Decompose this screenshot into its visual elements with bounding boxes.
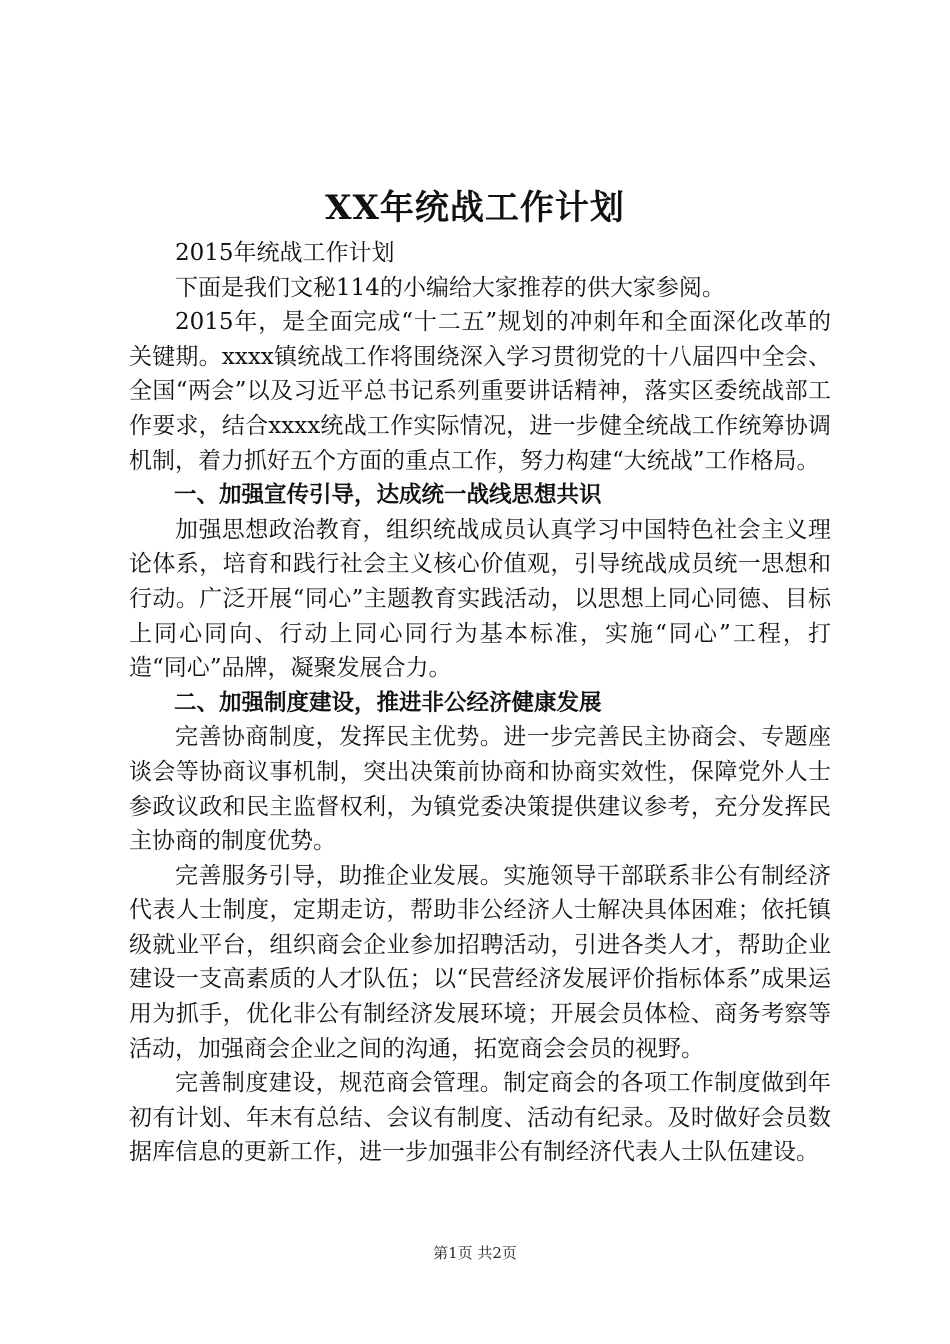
- paragraph-service: 完善服务引导，助推企业发展。实施领导干部联系非公有制经济代表人士制度，定期走访，帮助非公经济人士解决具体困难；依托镇级就业平台，组织商会企业参加招聘活动，引进各类人才，帮助企业建设一支高素质的人才队伍；以“民营经济发展评价指标体系”成果运用为抓手，优化非公有制经济发展环境；开展会员体检、商务考察等活动，加强商会企业之间的沟通，拓宽商会会员的视野。: [129, 862, 831, 1062]
- document-title: XX年统战工作计划: [325, 188, 625, 228]
- paragraph-subtitle: 2015年统战工作计划: [175, 240, 395, 266]
- page-footer: 第1页 共2页: [433, 1244, 517, 1262]
- section-heading-2: 二、加强制度建设，推进非公经济健康发展: [174, 689, 602, 716]
- document-body: [129, 236, 831, 1170]
- section-heading-1: 一、加强宣传引导，达成统一战线思想共识: [174, 482, 602, 509]
- paragraph-management: 完善制度建设，规范商会管理。制定商会的各项工作制度做到年初有计划、年末有总结、会议有制度、活动有纪录。及时做好会员数据库信息的更新工作，进一步加强非公有制经济代表人士队伍建设。: [129, 1070, 831, 1166]
- paragraph-overview: 2015年，是全面完成“十二五”规划的冲刺年和全面深化改革的关键期。xxxx镇统战工作将围绕深入学习贯彻党的十八届四中全会、全国“两会”以及习近平总书记系列重要讲话精神，落实区委统战部工作要求，结合xxxx统战工作实际情况，进一步健全统战工作统筹协调机制，着力抓好五个方面的重点工作，努力构建“大统战”工作格局。: [129, 309, 831, 474]
- paragraph-consultation: 完善协商制度，发挥民主优势。进一步完善民主协商会、专题座谈会等协商议事机制，突出决策前协商和协商实效性，保障党外人士参政议政和民主监督权利，为镇党委决策提供建议参考，充分发挥民主协商的制度优势。: [129, 724, 831, 855]
- paragraph-intro: 下面是我们文秘114的小编给大家推荐的供大家参阅。: [175, 274, 725, 301]
- paragraph-section-1: 加强思想政治教育，组织统战成员认真学习中国特色社会主义理论体系，培育和践行社会主义核心价值观，引导统战成员统一思想和行动。广泛开展“同心”主题教育实践活动，以思想上同心同德、目标上同心同向、行动上同心同行为基本标准，实施“同心”工程，打造“同心”品牌，凝聚发展合力。: [129, 516, 831, 682]
